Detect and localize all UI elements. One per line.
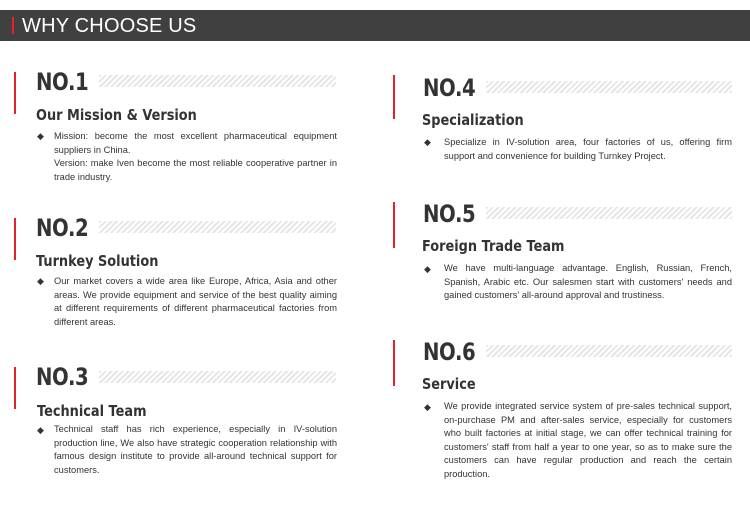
card-description — [444, 136, 732, 163]
feature-card-5 — [393, 200, 743, 320]
card-description — [54, 275, 337, 329]
feature-card-3 — [14, 363, 344, 483]
card-accent-bar — [14, 218, 16, 260]
diamond-bullet-icon: ◆ — [37, 425, 44, 435]
card-stripe-divider — [486, 345, 732, 357]
card-stripe-divider — [99, 221, 336, 233]
card-number: NO.3 — [36, 363, 89, 391]
card-heading: Service — [422, 375, 476, 393]
card-accent-bar — [393, 202, 395, 248]
card-description — [444, 262, 732, 303]
card-description — [54, 130, 337, 184]
card-stripe-divider — [99, 371, 336, 383]
card-heading: Our Mission & Version — [36, 106, 197, 124]
diamond-bullet-icon: ◆ — [424, 137, 431, 147]
feature-card-2 — [14, 212, 344, 332]
card-number: NO.4 — [423, 74, 476, 102]
card-stripe-divider — [486, 81, 732, 93]
diamond-bullet-icon: ◆ — [424, 264, 431, 274]
card-paragraph: Version: make Iven become the most reliable cooperative partner in trade industry. — [54, 158, 337, 182]
card-number: NO.2 — [36, 214, 89, 242]
card-stripe-divider — [99, 75, 336, 87]
card-paragraph: Specialize in IV-solution area, four factories of us, offering firm support and convenience for building Turnkey Project. — [444, 137, 732, 161]
card-number: NO.6 — [423, 338, 476, 366]
card-heading: Foreign Trade Team — [422, 237, 565, 255]
card-accent-bar — [14, 72, 16, 114]
feature-card-6 — [393, 338, 743, 498]
card-accent-bar — [393, 75, 395, 119]
card-paragraph: Our market covers a wide area like Europe, Africa, Asia and other areas. We provide equipment and service of the best quality aiming at different requirements of different pharmaceutical factories from different areas. — [54, 276, 337, 327]
diamond-bullet-icon: ◆ — [424, 402, 431, 412]
card-description — [54, 423, 337, 477]
card-paragraph: Technical staff has rich experience, especially in IV-solution production line, We also have strategic cooperation relationship with famous design institute to provide all-around technical support for customers. — [54, 424, 337, 475]
card-accent-bar — [393, 340, 395, 386]
card-stripe-divider — [486, 207, 732, 219]
diamond-bullet-icon: ◆ — [37, 131, 44, 141]
card-paragraph: We provide integrated service system of pre-sales technical support, on-purchase PM and after-sales service, especially for customers who built factories at initial stage, we can offer technical training for customers' staff from half a year to one year, so as to make sure the customers can have regular production and reach the certain production. — [444, 401, 732, 479]
card-heading: Technical Team — [37, 402, 147, 420]
card-paragraph: Mission: become the most excellent pharmaceutical equipment suppliers in China. — [54, 131, 337, 155]
card-heading: Specialization — [422, 111, 524, 129]
feature-card-4 — [393, 72, 743, 192]
feature-card-1 — [14, 66, 344, 186]
card-heading: Turnkey Solution — [36, 252, 159, 270]
card-paragraph: We have multi-language advantage. English, Russian, French, Spanish, Arabic etc. Our salesmen start with customers' needs and gained customers' all-around approval and trustiness. — [444, 263, 732, 300]
diamond-bullet-icon: ◆ — [37, 276, 44, 286]
section-header — [0, 10, 750, 41]
card-number: NO.1 — [36, 68, 89, 96]
header-accent-bar — [12, 17, 14, 34]
section-title: WHY CHOOSE US — [22, 15, 197, 37]
card-description — [444, 400, 732, 481]
card-number: NO.5 — [423, 200, 476, 228]
card-accent-bar — [14, 367, 16, 409]
